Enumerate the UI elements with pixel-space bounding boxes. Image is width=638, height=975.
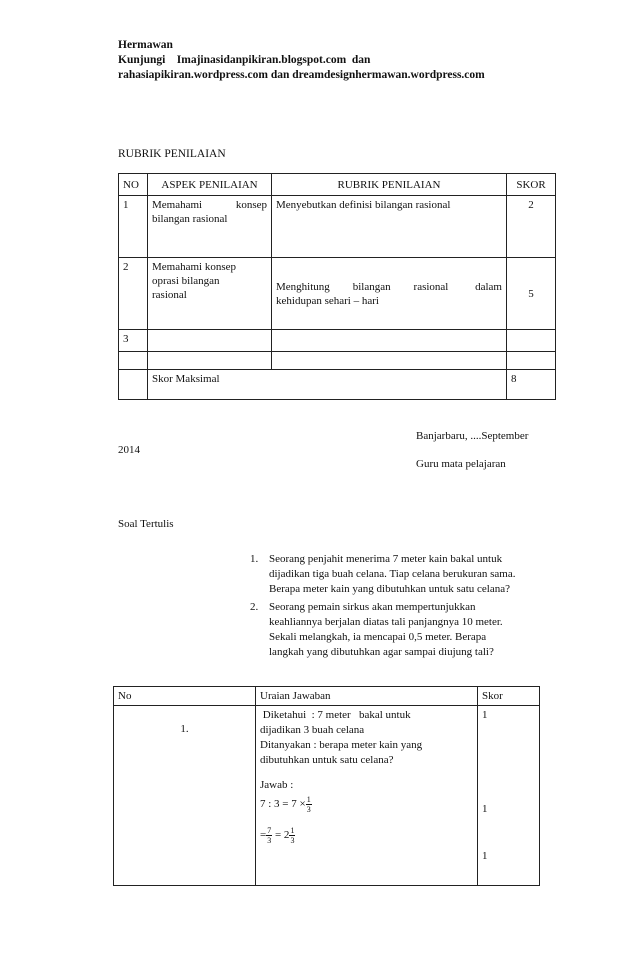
col-no: NO [119, 174, 148, 196]
total-value: 8 [507, 370, 556, 400]
row-aspek: Memahami konsep bilangan rasional [148, 196, 272, 258]
question-number: 1. [250, 553, 259, 565]
row-rubrik: Menghitung bilangan rasional dalam kehidupan sehari – hari [272, 258, 507, 330]
total-label: Skor Maksimal [148, 370, 507, 400]
score-1: 1 [482, 709, 488, 721]
teacher-role: Guru mata pelajaran [416, 458, 506, 470]
answer-scores [478, 706, 540, 886]
header-line-2: Kunjungi Imajinasidanpikiran.blogspot.com dan [118, 54, 371, 66]
answer-no: 1. [114, 706, 256, 886]
col-uraian: Uraian Jawaban [256, 687, 478, 706]
question-1: 1. Seorang penjahit menerima 7 meter kain bakal untuk dijadikan tiga buah celana. Tiap celana berukuran sama. Berapa meter kain yang dibutuhkan untuk satu celana? [250, 553, 516, 595]
answer-label: Jawab : [260, 779, 294, 791]
row-skor: 5 [507, 258, 556, 330]
rubric-title: RUBRIK PENILAIAN [118, 148, 226, 160]
rubric-header-row [119, 174, 556, 196]
table-row [119, 196, 556, 258]
table-row [119, 330, 556, 352]
table-row [114, 706, 540, 886]
row-no: 2 [119, 258, 148, 330]
equation-2: = $\frac{7}{3}$ = 2 $\frac{1}{3}$ [260, 826, 295, 845]
col-rubrik: RUBRIK PENILAIAN [272, 174, 507, 196]
col-skor: SKOR [507, 174, 556, 196]
table-row [119, 258, 556, 330]
col-aspek: ASPEK PENILAIAN [148, 174, 272, 196]
answer-body: Diketahui : 7 meter bakal untuk dijadikan 3 buah celana Ditanyakan : berapa meter kain yang dibutuhkan untuk satu celana? Jawab : 7 : 3 = 7 × $\frac{1}{3}$ = $\frac{7}{3}$ = 2 $\frac{1}{3}$ [256, 706, 478, 886]
col-skor: Skor [478, 687, 540, 706]
answer-table [113, 686, 540, 886]
row-rubrik: Menyebutkan definisi bilangan rasional [272, 196, 507, 258]
row-aspek: Memahami konsep oprasi bilangan rasional [148, 258, 272, 330]
question-number: 2. [250, 601, 259, 613]
answer-header-row [114, 687, 540, 706]
equation-1: 7 : 3 = 7 × $\frac{1}{3}$ [260, 795, 311, 814]
table-row [119, 352, 556, 370]
row-skor: 2 [507, 196, 556, 258]
place-date: Banjarbaru, ....September [416, 430, 529, 442]
total-row [119, 370, 556, 400]
row-no: 3 [119, 330, 148, 352]
author-name: Hermawan [118, 39, 173, 51]
rubric-table [118, 173, 556, 400]
section-title: Soal Tertulis [118, 518, 174, 530]
year: 2014 [118, 444, 140, 456]
row-no: 1 [119, 196, 148, 258]
col-no: No [114, 687, 256, 706]
header-line-3: rahasiapikiran.wordpress.com dan dreamdesignhermawan.wordpress.com [118, 69, 485, 81]
question-2: 2. Seorang pemain sirkus akan mempertunjukkan keahliannya berjalan diatas tali panjangnya 10 meter. Sekali melangkah, ia mencapai 0,5 meter. Berapa langkah yang dibutuhkan agar sampai diujung tali? [250, 601, 503, 658]
document-header [118, 38, 485, 83]
score-2: 1 [482, 803, 488, 815]
score-3: 1 [482, 850, 488, 862]
